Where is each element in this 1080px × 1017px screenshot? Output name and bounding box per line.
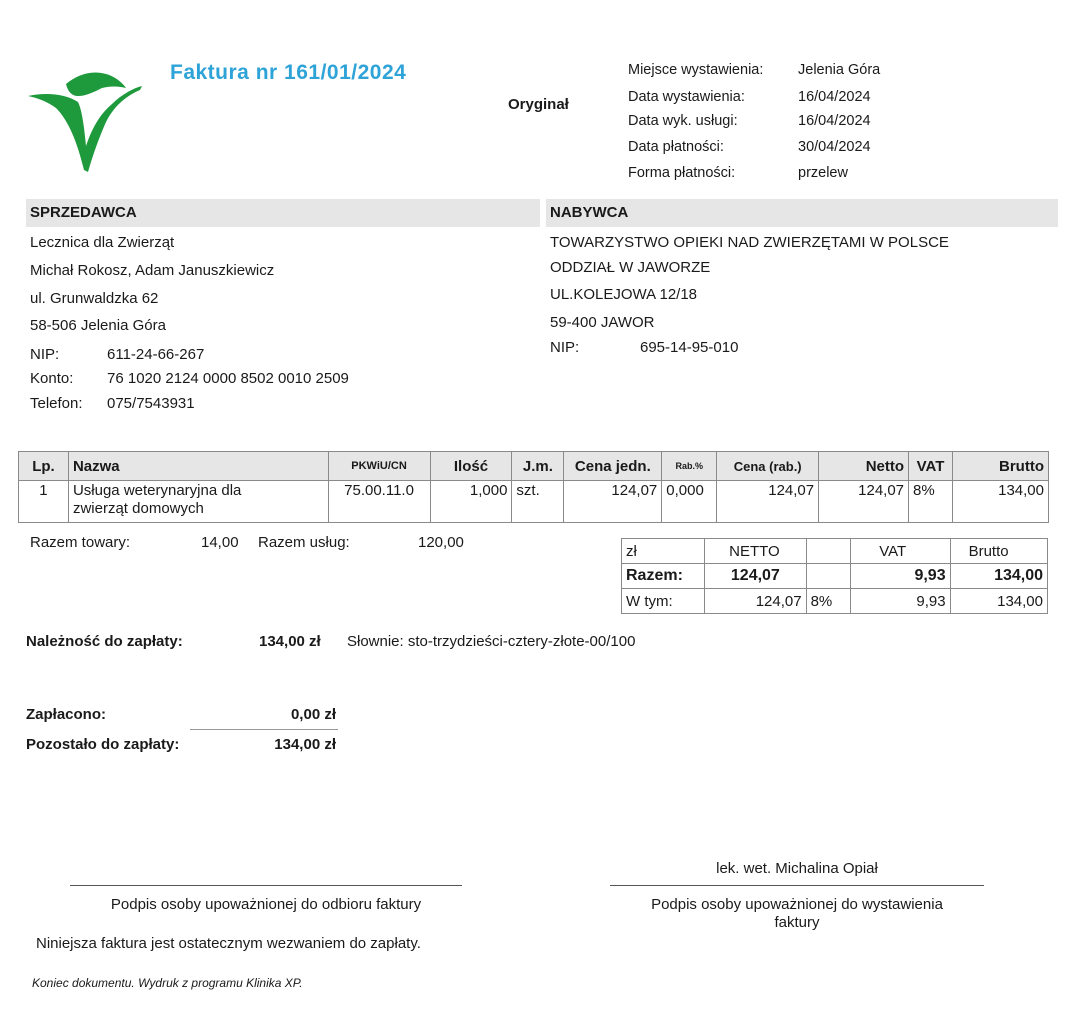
summary-header-gross: Brutto: [950, 539, 1047, 564]
meta-issue-date-value: 16/04/2024: [798, 89, 871, 105]
buyer-heading: NABYWCA: [546, 199, 1058, 227]
paid-label: Zapłacono:: [26, 706, 107, 723]
summary-header-currency: zł: [622, 539, 705, 564]
cell-pkwiu: 75.00.11.0: [328, 481, 430, 523]
cell-gross: 134,00: [953, 481, 1049, 523]
invoice-title: Faktura nr 161/01/2024: [170, 61, 407, 84]
services-total-value: 120,00: [418, 534, 464, 551]
meta-payment-date-label: Data płatności:: [628, 139, 724, 155]
summary-incl-rate: 8%: [806, 589, 851, 614]
goods-total-value: 14,00: [201, 534, 239, 551]
meta-payment-date-value: 30/04/2024: [798, 139, 871, 155]
remaining-label: Pozostało do zapłaty:: [26, 736, 180, 753]
seller-line: ul. Grunwaldzka 62: [30, 290, 159, 307]
buyer-nip: 695-14-95-010: [640, 339, 739, 356]
summary-header-rate: [806, 539, 851, 564]
items-table: [18, 451, 1049, 523]
buyer-line: UL.KOLEJOWA 12/18: [550, 286, 698, 303]
summary-total-rate: [806, 564, 851, 589]
summary-header-vat: VAT: [851, 539, 950, 564]
seller-nip-label: NIP:: [30, 346, 60, 363]
meta-issue-date-label: Data wystawienia:: [628, 89, 745, 105]
col-header-qty: Ilość: [430, 452, 512, 481]
cell-lp: 1: [19, 481, 69, 523]
final-notice: Niniejsza faktura jest ostatecznym wezwaniem do zapłaty.: [36, 935, 421, 952]
meta-payment-method-value: przelew: [798, 165, 848, 181]
cell-vat: 8%: [909, 481, 953, 523]
summary-incl-label: W tym:: [622, 589, 705, 614]
services-total-label: Razem usług:: [258, 534, 350, 551]
issuer-signature-caption: faktury: [774, 914, 820, 931]
receiver-signature-line: [70, 885, 462, 886]
paid-divider: [190, 729, 338, 730]
issuer-signature-line: [610, 885, 984, 886]
summary-incl-row: [622, 589, 1048, 614]
issuer-name: lek. wet. Michalina Opiał: [716, 860, 878, 877]
amount-due-label: Należność do zapłaty:: [26, 633, 183, 650]
col-header-net: Netto: [819, 452, 909, 481]
buyer-line: 59-400 JAWOR: [550, 314, 655, 331]
seller-line: 58-506 Jelenia Góra: [30, 317, 166, 334]
seller-nip: 611-24-66-267: [107, 346, 205, 363]
seller-account: 76 1020 2124 0000 8502 0010 2509: [107, 370, 349, 387]
amount-in-words: Słownie: sto-trzydzieści-cztery-złote-00/100: [347, 633, 636, 650]
cell-name: [68, 481, 328, 523]
goods-total-label: Razem towary:: [30, 534, 131, 551]
col-header-discount: Rab.%: [662, 452, 717, 481]
col-header-vat: VAT: [909, 452, 953, 481]
buyer-line: TOWARZYSTWO OPIEKI NAD ZWIERZĘTAMI W POLSCE: [550, 234, 949, 251]
cell-name-line: Usługa weterynaryjna dla: [72, 482, 242, 499]
summary-incl-gross: 134,00: [950, 589, 1047, 614]
cell-discount: 0,000: [662, 481, 717, 523]
cell-net: 124,07: [819, 481, 909, 523]
vat-summary-table: [621, 538, 1048, 614]
paid-value: 0,00 zł: [290, 706, 336, 723]
summary-header-net: NETTO: [705, 539, 806, 564]
seller-line: Michał Rokosz, Adam Januszkiewicz: [30, 262, 275, 279]
amount-due-value: 134,00 zł: [259, 633, 321, 650]
cell-unit-price: 124,07: [564, 481, 662, 523]
program-footer: Koniec dokumentu. Wydruk z programu Klinika XP.: [32, 976, 303, 990]
col-header-pkwiu: PKWiU/CN: [328, 452, 430, 481]
cell-discounted-price: 124,07: [717, 481, 819, 523]
receiver-signature-caption: Podpis osoby upoważnionej do odbioru faktury: [110, 896, 422, 913]
seller-account-label: Konto:: [30, 370, 74, 387]
seller-heading: SPRZEDAWCA: [26, 199, 540, 227]
meta-payment-method-label: Forma płatności:: [628, 165, 736, 181]
table-row: [19, 481, 1049, 523]
summary-total-net: 124,07: [705, 564, 806, 589]
buyer-line: ODDZIAŁ W JAWORZE: [550, 259, 711, 276]
issuer-signature-caption: Podpis osoby upoważnionej do wystawienia: [651, 896, 943, 913]
summary-total-vat: 9,93: [851, 564, 950, 589]
meta-service-date-label: Data wyk. usługi:: [628, 113, 738, 129]
buyer-nip-label: NIP:: [550, 339, 580, 356]
summary-total-row: [622, 564, 1048, 589]
remaining-value: 134,00 zł: [274, 736, 336, 753]
seller-phone: 075/7543931: [107, 395, 195, 412]
meta-place-value: Jelenia Góra: [798, 62, 881, 78]
col-header-unit: J.m.: [512, 452, 564, 481]
summary-incl-vat: 9,93: [851, 589, 950, 614]
summary-total-gross: 134,00: [950, 564, 1047, 589]
meta-place-label: Miejsce wystawienia:: [628, 62, 764, 78]
seller-phone-label: Telefon:: [30, 395, 83, 412]
cell-unit: szt.: [512, 481, 564, 523]
cell-qty: 1,000: [430, 481, 512, 523]
meta-service-date-value: 16/04/2024: [798, 113, 871, 129]
col-header-gross: Brutto: [953, 452, 1049, 481]
summary-incl-net: 124,07: [705, 589, 806, 614]
cell-name-line: zwierząt domowych: [72, 500, 204, 517]
col-header-unit-price: Cena jedn.: [564, 452, 662, 481]
seller-line: Lecznica dla Zwierząt: [30, 234, 175, 251]
col-header-lp: Lp.: [19, 452, 69, 481]
summary-total-label: Razem:: [622, 564, 705, 589]
items-header-row: [19, 452, 1049, 481]
veterinary-clinic-logo: [26, 66, 146, 176]
copy-label: Oryginał: [508, 96, 569, 113]
col-header-name: Nazwa: [68, 452, 328, 481]
col-header-discounted-price: Cena (rab.): [717, 452, 819, 481]
summary-header-row: [622, 539, 1048, 564]
